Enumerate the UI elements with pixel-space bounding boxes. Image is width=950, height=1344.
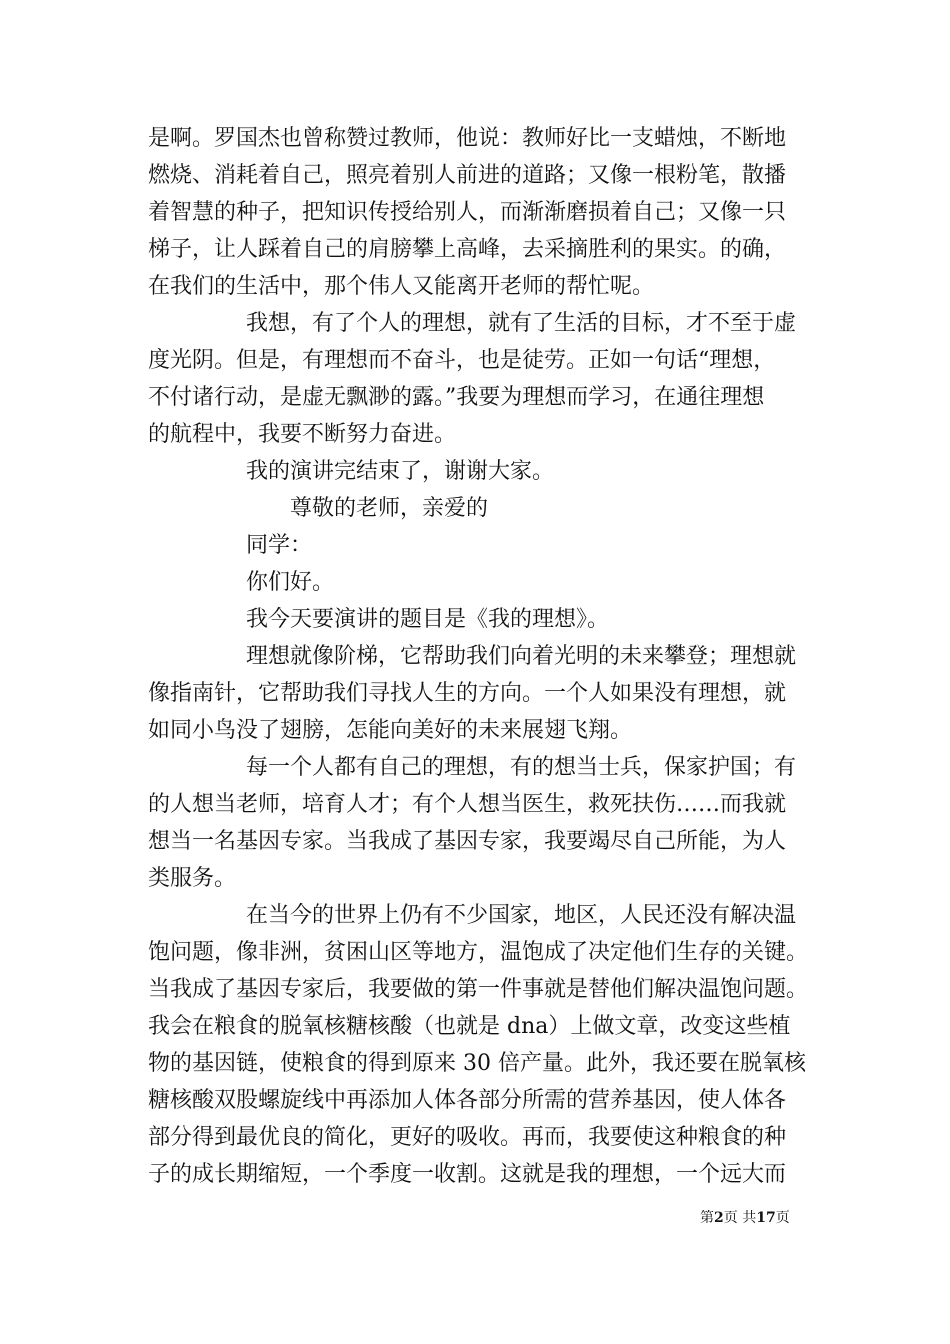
text-line: 当我成了基因专家后，我要做的第一件事就是替他们解决温饱问题。 <box>148 977 808 1002</box>
text-line: 梯子，让人踩着自己的肩膀攀上高峰，去采摘胜利的果实。的确， <box>148 237 787 262</box>
text-line: 度光阴。但是，有理想而不奋斗，也是徒劳。正如一句话“理想， <box>148 348 776 373</box>
text-line: 理想就像阶梯，它帮助我们向着光明的未来攀登；理想就 <box>246 644 797 669</box>
text-line: 同学： <box>246 533 313 558</box>
text-line: 的人想当老师，培育人才；有个人想当医生，救死扶伤……而我就 <box>148 792 787 817</box>
text-line: 的航程中，我要不断努力奋进。 <box>148 422 457 447</box>
total-page-number: 17 <box>756 1210 776 1226</box>
text-line: 我想，有了个人的理想，就有了生活的目标，才不至于虚 <box>246 311 797 336</box>
text-line: 你们好。 <box>246 570 335 595</box>
current-page-number: 2 <box>714 1210 724 1226</box>
footer-suffix: 页 <box>775 1210 790 1226</box>
text-line: 尊敬的老师，亲爱的 <box>290 496 489 521</box>
text-line: 在我们的生活中，那个伟人又能离开老师的帮忙呢。 <box>148 274 655 299</box>
text-line: 不付诸行动，是虚无飘渺的露。”我要为理想而学习，在通往理想 <box>148 385 765 410</box>
page-number-footer <box>700 1208 810 1228</box>
text-line: 是啊。罗国杰也曾称赞过教师，他说：教师好比一支蜡烛，不断地 <box>148 126 787 151</box>
text-line: 每一个人都有自己的理想，有的想当士兵，保家护国；有 <box>246 755 797 780</box>
text-line: 饱问题，像非洲，贫困山区等地方，温饱成了决定他们生存的关键。 <box>148 940 808 965</box>
text-line: 像指南针，它帮助我们寻找人生的方向。一个人如果没有理想，就 <box>148 681 787 706</box>
text-line: 我会在粮食的脱氧核糖核酸（也就是 dna）上做文章，改变这些植 <box>148 1014 791 1039</box>
text-line: 物的基因链，使粮食的得到原来 30 倍产量。此外，我还要在脱氧核 <box>148 1051 806 1076</box>
text-line: 燃烧、消耗着自己，照亮着别人前进的道路；又像一根粉笔，散播 <box>148 163 787 188</box>
footer-middle: 页 共 <box>723 1210 757 1226</box>
text-line: 我的演讲完结束了，谢谢大家。 <box>246 459 555 484</box>
text-line: 在当今的世界上仍有不少国家，地区，人民还没有解决温 <box>246 903 797 928</box>
text-line: 子的成长期缩短，一个季度一收割。这就是我的理想，一个远大而 <box>148 1162 787 1187</box>
text-line: 类服务。 <box>148 866 237 891</box>
text-line: 如同小鸟没了翅膀，怎能向美好的未来展翅飞翔。 <box>148 718 633 743</box>
text-line: 糖核酸双股螺旋线中再添加人体各部分所需的营养基因，使人体各 <box>148 1088 787 1113</box>
text-line: 想当一名基因专家。当我成了基因专家，我要竭尽自己所能，为人 <box>148 829 787 854</box>
footer-prefix: 第 <box>700 1210 714 1226</box>
text-line: 着智慧的种子，把知识传授给别人，而渐渐磨损着自己；又像一只 <box>148 200 787 225</box>
text-line: 部分得到最优良的简化，更好的吸收。再而，我要使这种粮食的种 <box>148 1125 787 1150</box>
text-line: 我今天要演讲的题目是《我的理想》。 <box>246 607 610 632</box>
